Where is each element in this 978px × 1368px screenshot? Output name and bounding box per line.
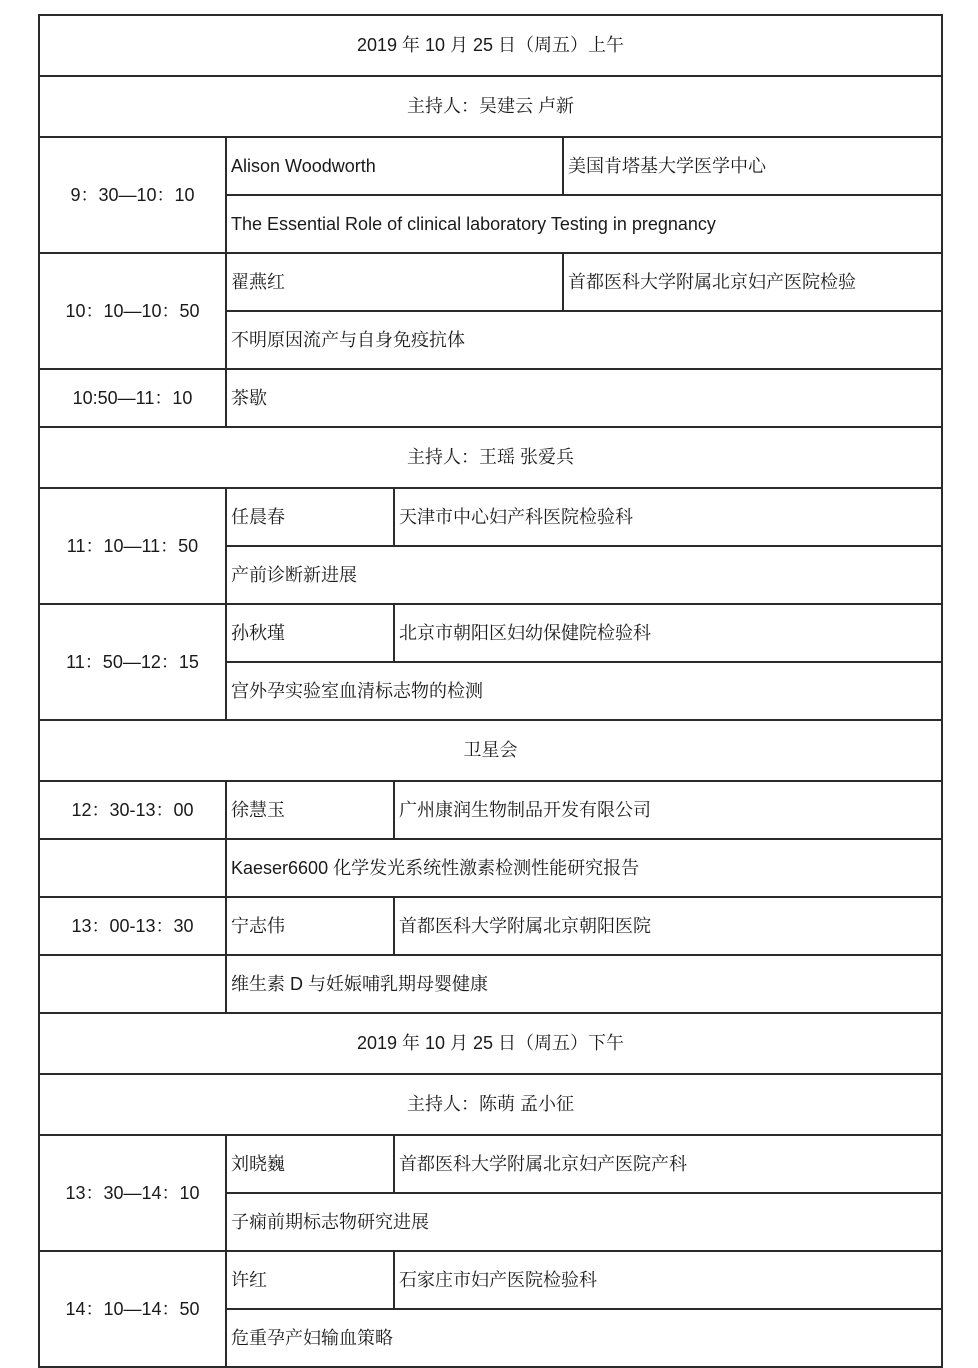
speaker-affiliation: 天津市中心妇产科医院检验科 <box>394 488 942 546</box>
schedule-table <box>38 14 943 1368</box>
talk-topic: 危重孕产妇输血策略 <box>226 1309 942 1367</box>
session-time: 13：30—14：10 <box>39 1135 226 1251</box>
speaker-name: Alison Woodworth <box>226 137 563 195</box>
session-time: 14：10—14：50 <box>39 1251 226 1367</box>
table-row <box>39 76 942 137</box>
session-time: 11：50—12：15 <box>39 604 226 720</box>
session-time: 9：30—10：10 <box>39 137 226 253</box>
session-time: 10:50—11：10 <box>39 369 226 427</box>
session-time: 13：00-13：30 <box>39 897 226 955</box>
table-row <box>39 897 942 955</box>
table-row <box>39 604 942 662</box>
table-row <box>39 720 942 781</box>
empty-time-cell <box>39 955 226 1013</box>
table-row <box>39 427 942 488</box>
table-row <box>39 839 942 897</box>
session-time: 11：10—11：50 <box>39 488 226 604</box>
speaker-affiliation: 广州康润生物制品开发有限公司 <box>394 781 942 839</box>
session-time: 10：10—10：50 <box>39 253 226 369</box>
table-row <box>39 955 942 1013</box>
table-row <box>39 137 942 195</box>
speaker-affiliation: 首都医科大学附属北京妇产医院检验 <box>563 253 942 311</box>
table-row <box>39 253 942 311</box>
speaker-affiliation: 美国肯塔基大学医学中心 <box>563 137 942 195</box>
talk-topic: 不明原因流产与自身免疫抗体 <box>226 311 942 369</box>
table-row <box>39 488 942 546</box>
talk-topic: 子痫前期标志物研究进展 <box>226 1193 942 1251</box>
moderators-afternoon: 主持人：陈萌 孟小征 <box>39 1074 942 1135</box>
speaker-name: 任晨春 <box>226 488 394 546</box>
speaker-name: 宁志伟 <box>226 897 394 955</box>
table-row <box>39 1251 942 1309</box>
speaker-affiliation: 石家庄市妇产医院检验科 <box>394 1251 942 1309</box>
talk-topic: Kaeser6600 化学发光系统性激素检测性能研究报告 <box>226 839 942 897</box>
empty-time-cell <box>39 839 226 897</box>
session-time: 12：30-13：00 <box>39 781 226 839</box>
speaker-name: 刘晓巍 <box>226 1135 394 1193</box>
table-row <box>39 15 942 76</box>
speaker-name: 翟燕红 <box>226 253 563 311</box>
table-row <box>39 1135 942 1193</box>
session-header-afternoon: 2019 年 10 月 25 日（周五）下午 <box>39 1013 942 1074</box>
table-row <box>39 1074 942 1135</box>
speaker-affiliation: 首都医科大学附属北京妇产医院产科 <box>394 1135 942 1193</box>
moderators-morning-2: 主持人：王瑶 张爱兵 <box>39 427 942 488</box>
session-header-morning: 2019 年 10 月 25 日（周五）上午 <box>39 15 942 76</box>
speaker-name: 孙秋瑾 <box>226 604 394 662</box>
table-row <box>39 781 942 839</box>
speaker-name: 许红 <box>226 1251 394 1309</box>
table-row <box>39 1013 942 1074</box>
moderators-morning-1: 主持人：吴建云 卢新 <box>39 76 942 137</box>
talk-topic: The Essential Role of clinical laboratory Testing in pregnancy <box>226 195 942 253</box>
speaker-affiliation: 首都医科大学附属北京朝阳医院 <box>394 897 942 955</box>
speaker-name: 徐慧玉 <box>226 781 394 839</box>
talk-topic: 维生素 D 与妊娠哺乳期母婴健康 <box>226 955 942 1013</box>
table-row <box>39 369 942 427</box>
talk-topic: 宫外孕实验室血清标志物的检测 <box>226 662 942 720</box>
session-header-satellite: 卫星会 <box>39 720 942 781</box>
break-label: 茶歇 <box>226 369 942 427</box>
talk-topic: 产前诊断新进展 <box>226 546 942 604</box>
speaker-affiliation: 北京市朝阳区妇幼保健院检验科 <box>394 604 942 662</box>
